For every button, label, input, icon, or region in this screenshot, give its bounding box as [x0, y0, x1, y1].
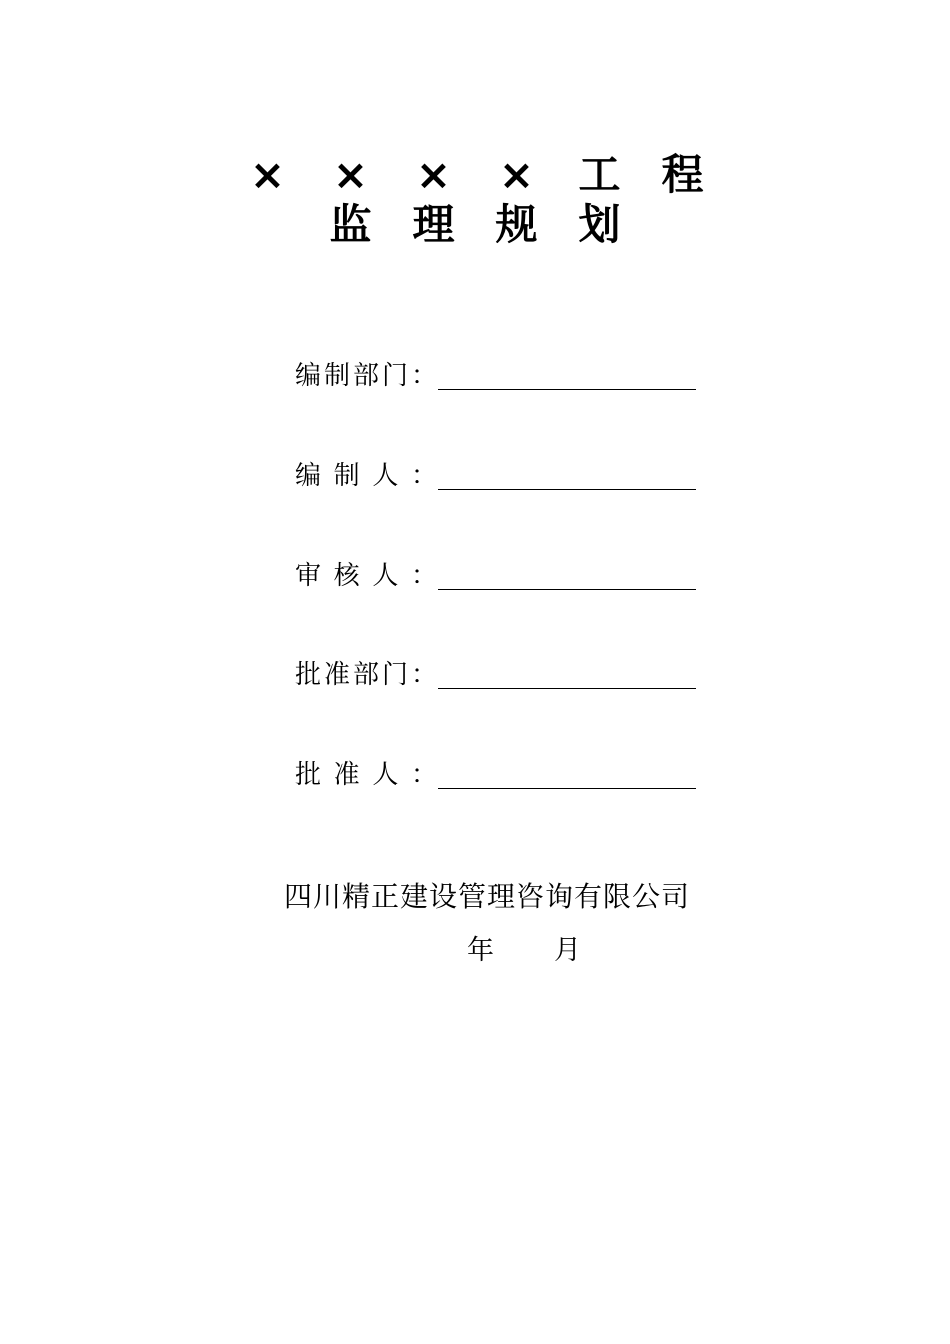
label-char: 制 [323, 361, 350, 391]
date-month: 月 [554, 935, 581, 966]
company-name: 四川精正建设管理咨询有限公司 [283, 880, 690, 913]
label-char: 人 [372, 760, 399, 790]
field-label [295, 659, 437, 691]
title-char: × [415, 150, 452, 199]
field-reviewer [295, 552, 696, 592]
date-line [467, 928, 581, 967]
field-label [295, 759, 437, 791]
field-compiling-department [295, 352, 696, 392]
title-char: × [249, 150, 286, 199]
label-char: 门 [381, 660, 408, 690]
label-char: 门 [381, 361, 408, 391]
label-char: 准 [333, 760, 360, 790]
label-char: 核 [333, 561, 360, 591]
field-label [295, 460, 437, 492]
title-char: 工 [578, 150, 621, 199]
fill-in-blank[interactable] [438, 589, 696, 590]
title-char: 程 [661, 150, 704, 199]
subtitle-char: 规 [495, 200, 538, 249]
date-year: 年 [467, 935, 494, 966]
title-char: × [332, 150, 369, 199]
subtitle-char: 划 [578, 200, 621, 249]
fill-in-blank[interactable] [438, 389, 696, 390]
page-subtitle [0, 200, 950, 250]
fill-in-blank[interactable] [438, 788, 696, 789]
label-char: 准 [323, 660, 350, 690]
label-char: 部 [352, 361, 379, 391]
label-colon: ： [410, 760, 437, 790]
field-label [295, 560, 437, 592]
label-colon: ： [410, 561, 437, 591]
page-title [0, 150, 950, 200]
field-approving-department [295, 651, 696, 691]
field-compiler [295, 452, 696, 492]
label-char: 人 [372, 461, 399, 491]
label-char: 编 [295, 461, 322, 491]
fill-in-blank[interactable] [438, 489, 696, 490]
fill-in-blank[interactable] [438, 688, 696, 689]
field-label [295, 360, 437, 392]
subtitle-char: 理 [412, 200, 455, 249]
label-char: 审 [295, 561, 322, 591]
title-char: × [498, 150, 535, 199]
label-char: 部 [352, 660, 379, 690]
label-colon: ： [410, 660, 437, 690]
field-approver [295, 751, 696, 791]
subtitle-char: 监 [329, 200, 372, 249]
label-char: 编 [295, 361, 322, 391]
label-colon: ： [410, 461, 437, 491]
label-colon: ： [410, 361, 437, 391]
label-char: 批 [295, 660, 322, 690]
label-char: 批 [295, 760, 322, 790]
label-char: 人 [372, 561, 399, 591]
label-char: 制 [333, 461, 360, 491]
